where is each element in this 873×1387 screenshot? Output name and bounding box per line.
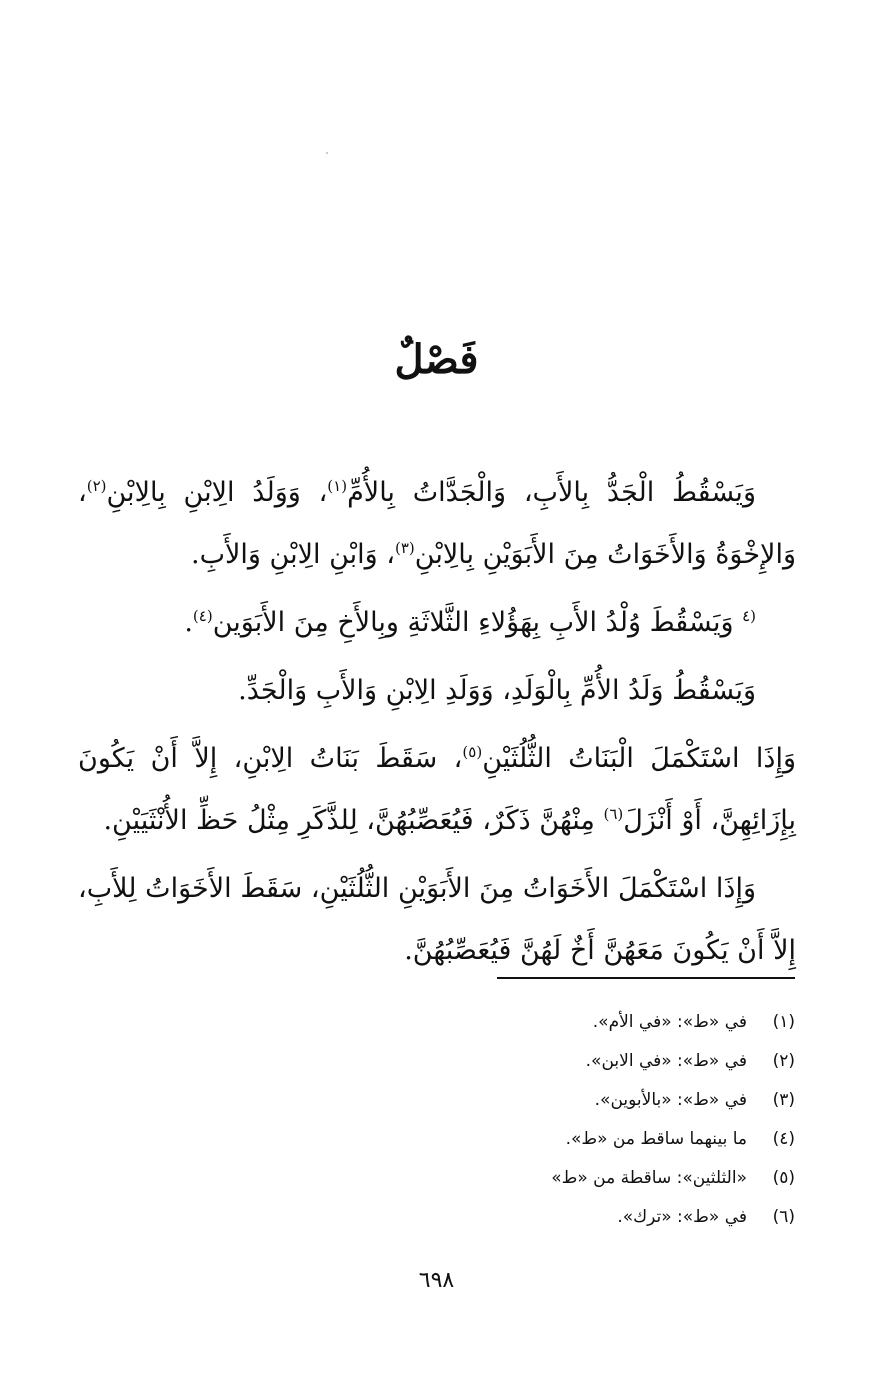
paragraph-text: وَإِذَا اسْتَكْمَلَ الأَخَوَاتُ مِنَ الأَبَوَيْنِ الثُّلُثَيْنِ، سَقَطَ الأَخَوَاتُ لِلأَبِ، إِلاَّ أَنْ يَكُونَ مَعَهُنَّ أَخٌ لَهُنَّ فَيُعَصِّبُهُنَّ. [78,873,796,966]
footnote [300,1003,795,1042]
footnote-marker: (٤) [192,607,213,625]
footnote-number: (٥) [772,1168,795,1188]
footnote-text: في «ط»: «في الأم». [592,1012,747,1032]
paragraph [78,592,796,654]
section-heading: فَصْلٌ [394,336,479,383]
footnote [300,1198,795,1237]
footnote-marker: (٢) [86,477,107,495]
footnote-number: (٦) [772,1207,795,1227]
paragraph-text: ، سَقَطَ بَنَاتُ الِابْنِ، إِلاَّ أَنْ يَكُونَ بِإِزَائِهِنَّ، أَوْ أَنْزَلَ [78,743,796,836]
footnotes [300,1003,795,1237]
paragraph-text: وَيَسْقُطُ الْجَدُّ بِالأَبِ، وَالْجَدَّاتُ بِالأُمِّ [347,477,756,508]
paragraph-text: ، وَابْنِ الِابْنِ وَالأَبِ. [191,539,395,570]
paragraph [78,858,796,982]
page-number: ٦٩٨ [418,1268,455,1293]
paragraph-text: وَيَسْقُطَ وُلْدُ الأَبِ بِهَؤُلاءِ الثَّلاثَةِ وبِالأَخِ مِنَ الأَبَوَين [212,607,743,638]
footnote-marker: (٣) [395,539,415,557]
paragraph-text: ، وَالإِخْوَةُ وَالأَخَوَاتُ مِنَ الأَبَوَيْنِ بِالِابْنِ [78,477,796,570]
footnote-marker: (٥) [462,743,483,761]
footnote-text: ما بينهما ساقط من «ط». [565,1129,747,1149]
footnote-number: (١) [772,1012,795,1032]
paragraph-text: . [184,607,193,638]
footnote-separator [497,977,795,979]
footnote-marker: (٦) [603,805,624,823]
footnote-number: (٢) [772,1051,795,1071]
footnote-text: في «ط»: «ترك». [617,1207,747,1227]
paragraph [78,660,796,722]
footnote-text: في «ط»: «بالأبوين». [594,1090,747,1110]
footnote-number: (٣) [772,1090,795,1110]
footnote [300,1042,795,1081]
paragraph-text: وَإِذَا اسْتَكْمَلَ الْبَنَاتُ الثُّلُثَيْنِ [482,743,796,774]
scan-speck [326,152,328,154]
footnote-marker: (١) [327,477,348,495]
footnote-number: (٤) [772,1129,795,1149]
footnote-text: «الثلثين»: ساقطة من «ط» [551,1168,747,1188]
paragraph-text: ، وَوَلَدُ الِابْنِ بِالِابْنِ [106,477,328,508]
paragraph [78,462,796,586]
footnote-text: في «ط»: «في الابن». [585,1051,747,1071]
footnote [300,1081,795,1120]
paragraph-text: وَيَسْقُطُ وَلَدُ الأُمِّ بِالْوَلَدِ، وَوَلَدِ الِابْنِ وَالأَبِ وَالْجَدِّ. [238,675,756,706]
main-text [78,462,796,982]
footnote [300,1159,795,1198]
footnote-marker: (٤ [742,607,756,625]
paragraph-text: مِنْهُنَّ ذَكَرٌ، فَيُعَصِّبُهُنَّ، لِلذَّكَرِ مِثْلُ حَظِّ الأُنْثَيَيْنِ. [103,805,604,836]
paragraph [78,728,796,852]
footnote [300,1120,795,1159]
